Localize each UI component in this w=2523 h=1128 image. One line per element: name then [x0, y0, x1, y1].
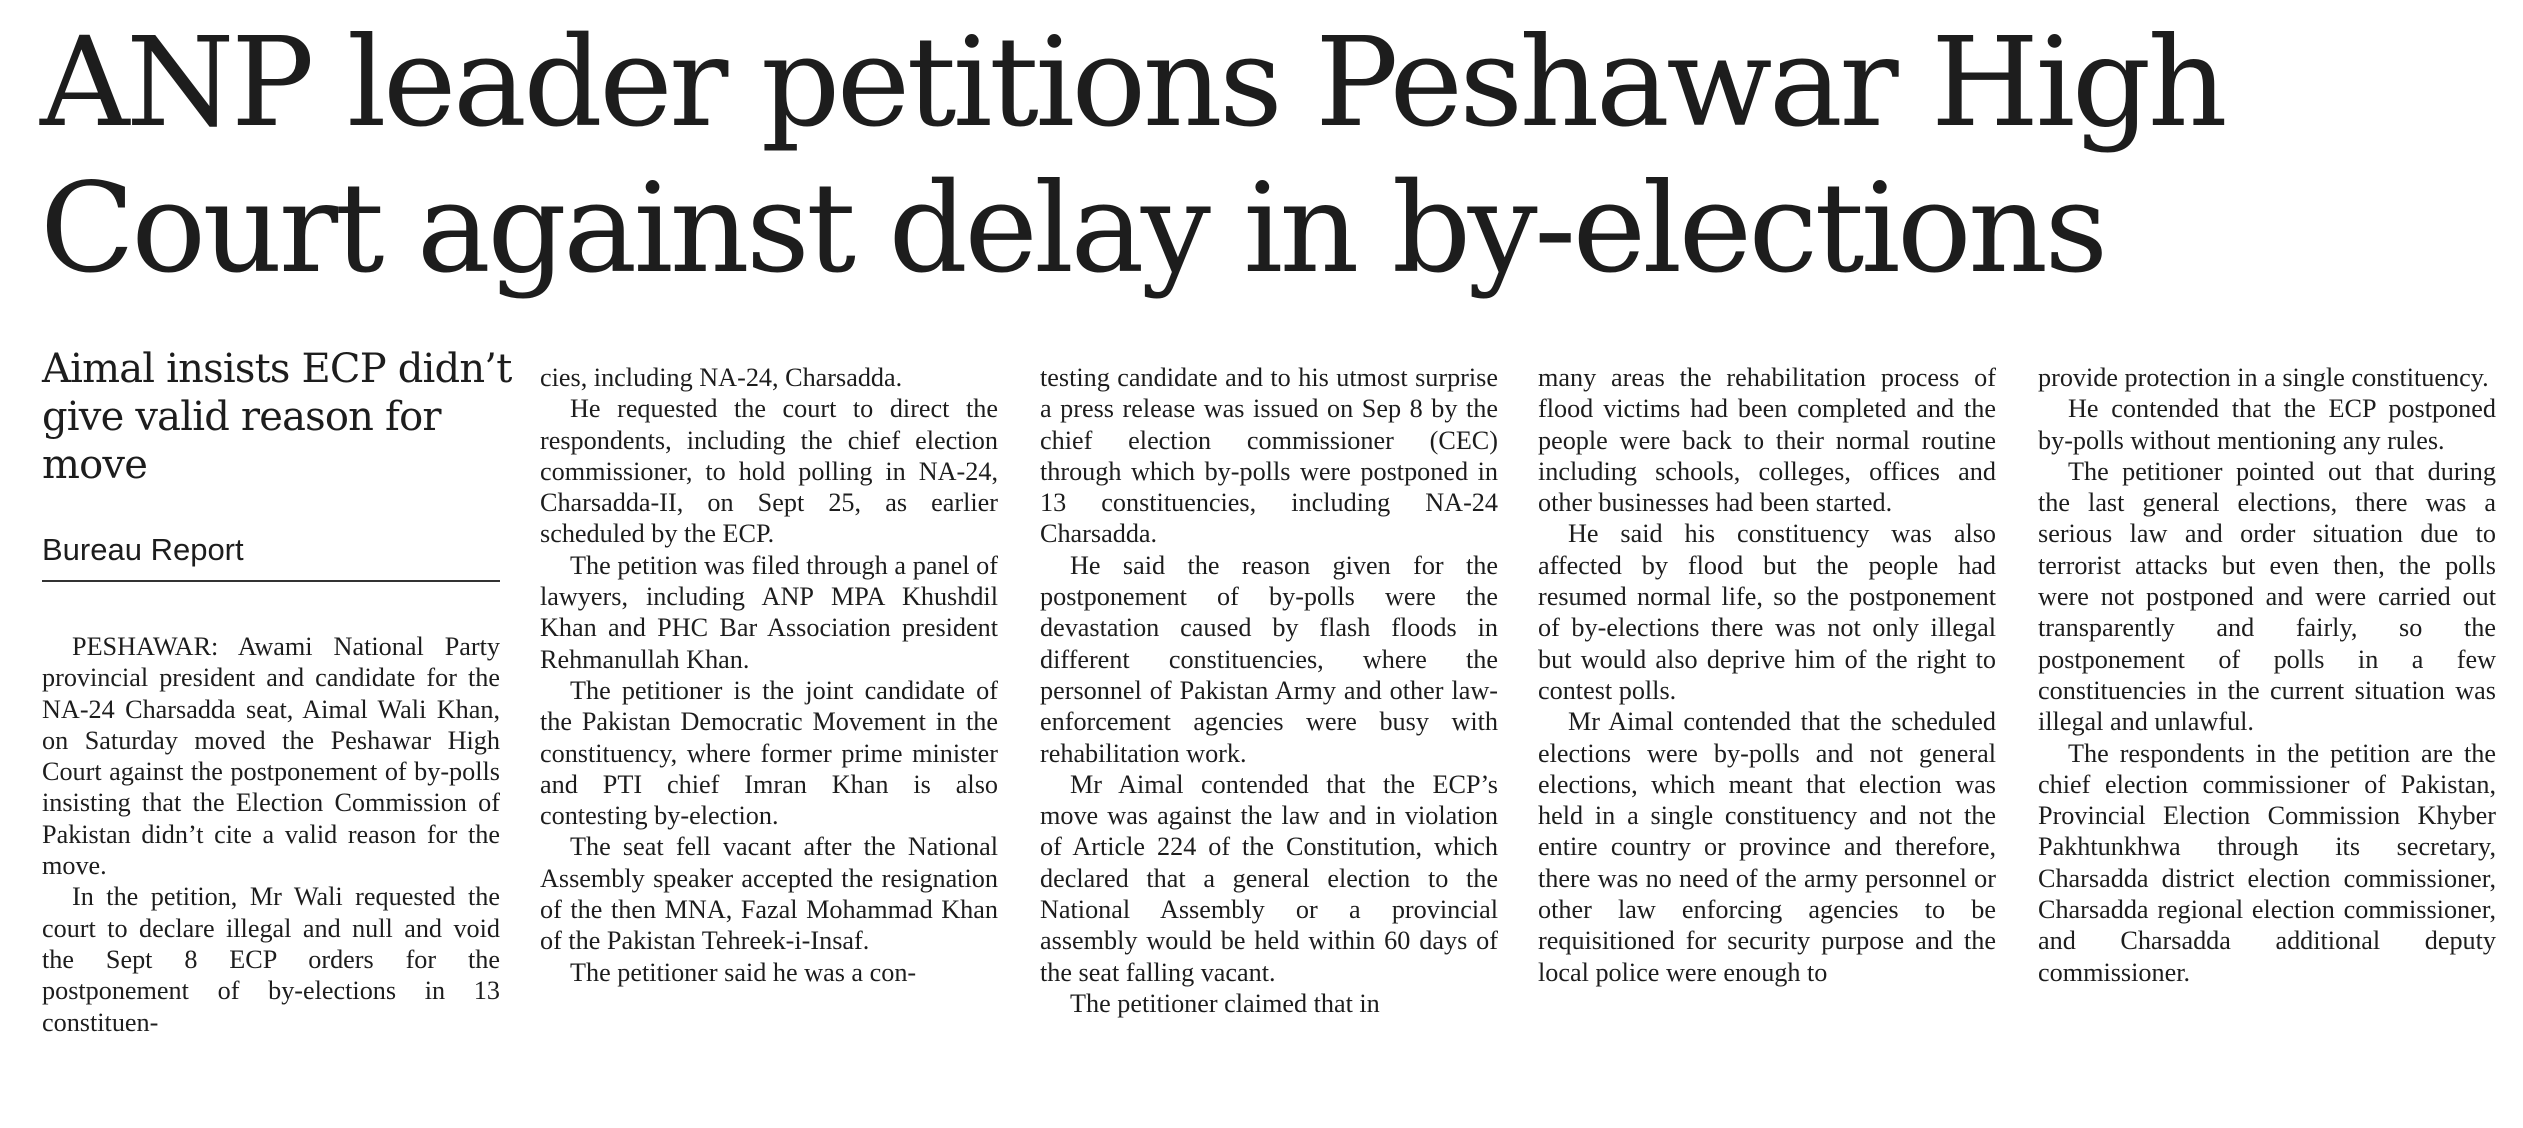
paragraph: cies, including NA-24, Charsadda.	[540, 363, 903, 392]
paragraph: He said the reason given for the postponement of by-polls were the devastation caused by flash floods in different constituencies, where the personnel of Pakistan Army and other law-enforcement agencies were busy with rehabilitation work.	[1040, 550, 1498, 768]
paragraph: The respondents in the petition are the chief election commissioner of Pakistan, Provincial Election Commission Khyber Pakhtunkhwa through its secretary, Charsadda district election commissioner, Charsadda regional election commissioner, and Charsadda additional deputy commissioner.	[2038, 738, 2496, 987]
article-column-4	[1538, 362, 1996, 988]
paragraph: He contended that the ECP postponed by-polls without mentioning any rules.	[2038, 394, 2496, 455]
headline: ANP leader petitions Peshawar High Court against delay in by-elections	[40, 11, 2225, 301]
article-column-2	[540, 362, 998, 988]
subheadline: Aimal insists ECP didn’t give valid reason for move	[42, 346, 512, 488]
paragraph: The petitioner claimed that in	[1070, 988, 1380, 1018]
paragraph: Mr Aimal contended that the ECP’s move was against the law and in violation of Article 224 of the Constitution, which declared that a general election to the National Assembly or a provincial assembly would be held within 60 days of the seat falling vacant.	[1040, 769, 1498, 987]
paragraph: many areas the rehabilitation process of flood victims had been completed and the people were back to their normal routine including schools, colleges, offices and other businesses had been started.	[1538, 363, 1996, 518]
article-column-3	[1040, 362, 1498, 1019]
paragraph: provide protection in a single constituency.	[2038, 363, 2489, 392]
article-column-1	[42, 631, 500, 1038]
paragraph: The petitioner said he was a con-	[570, 957, 917, 987]
paragraph: He requested the court to direct the respondents, including the chief election commissioner, to hold polling in NA-24, Charsadda-II, on Sept 25, as earlier scheduled by the ECP.	[540, 394, 998, 549]
paragraph: The petitioner pointed out that during the last general elections, there was a serious law and order situation due to terrorist attacks but even then, the polls were not postponed and were carried out transparently and fairly, so the postponement of polls in a few constituencies in the current situation was illegal and unlawful.	[2038, 456, 2496, 737]
paragraph: Mr Aimal contended that the scheduled elections were by-polls and not general elections, which meant that election was held in a single constituency and not the entire country or province and therefore, there was no need of the army personnel or other law enforcing agencies to be requisitioned for security purpose and the local police were enough to	[1538, 707, 1996, 987]
paragraph: PESHAWAR: Awami National Party provincial president and candidate for the NA-24 Charsadda seat, Aimal Wali Khan, on Saturday moved the Peshawar High Court against the postponement of by-polls insisting that the Election Commission of Pakistan didn’t cite a valid reason for the move.	[42, 632, 500, 881]
paragraph: testing candidate and to his utmost surprise a press release was issued on Sep 8 by the chief election commissioner (CEC) through which by-polls were postponed in 13 constituencies, including NA-24 Charsadda.	[1040, 363, 1498, 549]
paragraph: The petitioner is the joint candidate of the Pakistan Democratic Movement in the constituency, where former prime minister and PTI chief Imran Khan is also contesting by-election.	[540, 675, 998, 831]
paragraph: The petition was filed through a panel of lawyers, including ANP MPA Khushdil Khan and PHC Bar Association president Rehmanullah Khan.	[540, 550, 998, 674]
article-column-5	[2038, 362, 2496, 988]
paragraph: He said his constituency was also affected by flood but the people had resumed normal life, so the postponement of by-elections there was not only illegal but would also deprive him of the right to contest polls.	[1538, 519, 1996, 705]
byline: Bureau Report	[42, 530, 500, 582]
paragraph: In the petition, Mr Wali requested the court to declare illegal and null and void the Sept 8 ECP orders for the postponement of by-elections in 13 constituen-	[42, 882, 500, 1037]
paragraph: The seat fell vacant after the National Assembly speaker accepted the resignation of the then MNA, Fazal Mohammad Khan of the Pakistan Tehreek-i-Insaf.	[540, 832, 998, 956]
